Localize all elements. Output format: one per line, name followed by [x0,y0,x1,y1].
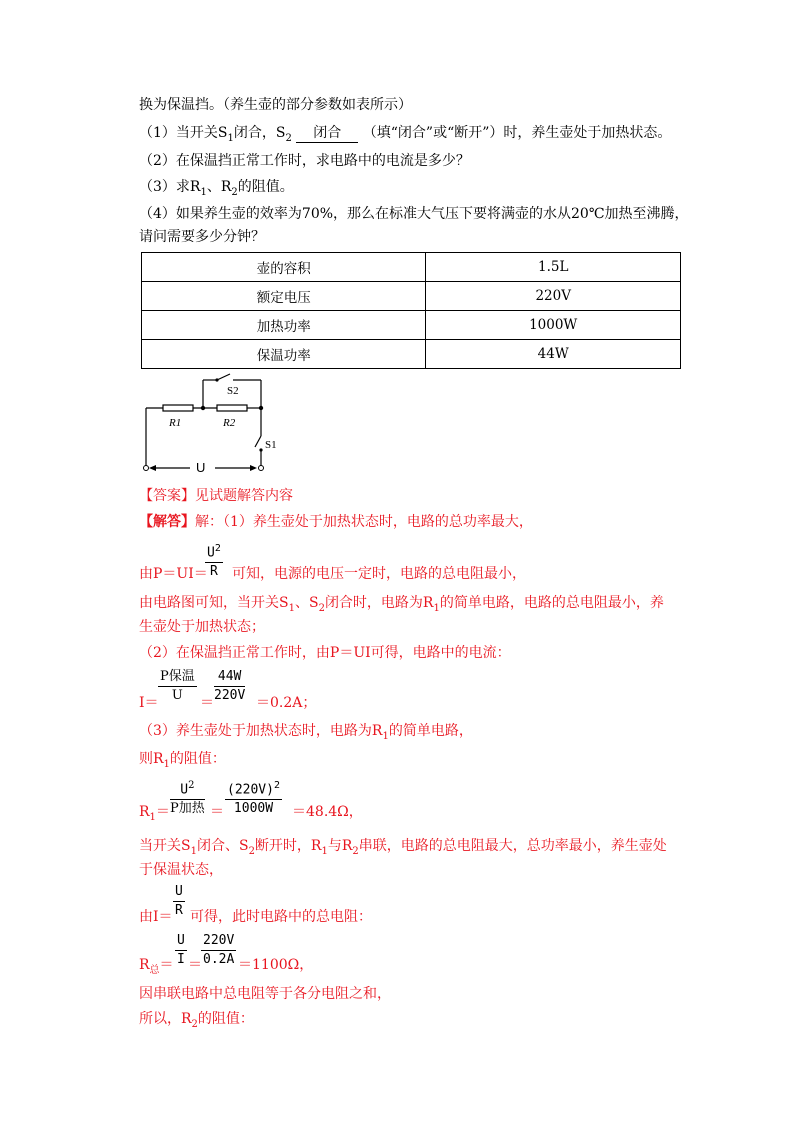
table-row: 保温功率 44W [142,340,681,369]
answer-tag: 【答案】见试题解答内容 [139,488,293,504]
formula-r1: $R_1=$ [139,804,170,823]
u-label: U [196,460,206,475]
table-row: 壶的容积 1.5L [142,253,681,282]
r2-label: R2 [223,417,236,429]
formula-current: I＝ [139,695,159,711]
r1-resistor [163,405,193,411]
fraction-220v2-over-1000w: $(220V)^2$ 1000W [227,780,280,817]
solution-line-11: 于保温状态， [139,862,223,878]
fraction-44w-over-220v: 44W 220V [214,669,246,703]
question-4-line2: 请问需要多少分钟？ [139,229,265,245]
parameter-table [141,252,681,369]
formula-ohm: 由I＝ [139,909,173,925]
solution-line-4: 生壶处于加热状态； [139,619,265,635]
s2-switch-blade [217,374,230,380]
s1-switch-blade [255,436,261,447]
s2-label: S2 [227,385,239,397]
answer-blank[interactable]: 闭合 [296,124,358,143]
solution-line-7: （3）养生壶处于加热状态时，电路为$R_1$的简单电路， [139,723,473,742]
solution-line-14: 因串联电路中总电阻等于各分电阻之和， [139,986,391,1002]
solution-line-1: 【解答】解：（1）养生壶处于加热状态时，电路的总功率最大， [139,514,533,530]
s1-label: S1 [265,439,277,451]
table-row: 额定电压 220V [142,282,681,311]
fraction-p-over-u: P保温 U [160,669,195,703]
solution-line-10: 当开关$S_1$闭合、$S_2$断开时，$R_1$与$R_2$串联，电路的总电阻最大，总功率最小，养生壶处 [139,838,667,857]
circuit-diagram [135,372,285,482]
question-4-line1: （4）如果养生壶的效率为70%，那么在标准大气压下要将满壶的水从20℃加热至沸腾， [139,206,689,222]
intro-line: 换为保温挡。（养生壶的部分参数如表所示） [139,97,412,113]
question-3: （3）求$R_1$、$R_2$的阻值。 [139,179,294,198]
formula-p-ui-tail: 可知，电源的电压一定时，电路的总电阻最小， [232,566,526,582]
question-2: （2）在保温挡正常工作时，求电路中的电流是多少？ [139,153,470,169]
solution-line-8: 则$R_1$的阻值： [139,751,226,770]
table-row: 加热功率 1000W [142,311,681,340]
fraction-220v-over-0.2a: 220V 0.2A [203,933,235,967]
solution-line-3: 由电路图可知，当开关$S_1$、$S_2$闭合时，电路为$R_1$的简单电路，电路的总电阻最小，养 [139,595,664,614]
solution-line-5: （2）在保温挡正常工作时，由P＝UI可得，电路中的电流： [139,645,511,661]
fraction-u2-over-pheat: $U^2$ P加热 [170,780,205,817]
formula-r-total: $R_总=$ [139,957,174,976]
question-1: （1）当开关$S_1$闭合，$S_2$ 闭合 （填“闭合”或“断开”）时，养生壶处于加热状态。 [139,125,672,144]
formula-p-ui: 由P＝UI＝ [139,566,208,582]
fraction-u-over-r: U R [175,884,183,918]
fraction-u-over-i: U I [177,933,185,967]
fraction-u2-over-r: $U^2$ R [207,543,221,580]
r2-resistor [217,405,247,411]
r1-label: R1 [169,417,182,429]
solution-line-15: 所以，$R_2$的阻值： [139,1011,254,1030]
